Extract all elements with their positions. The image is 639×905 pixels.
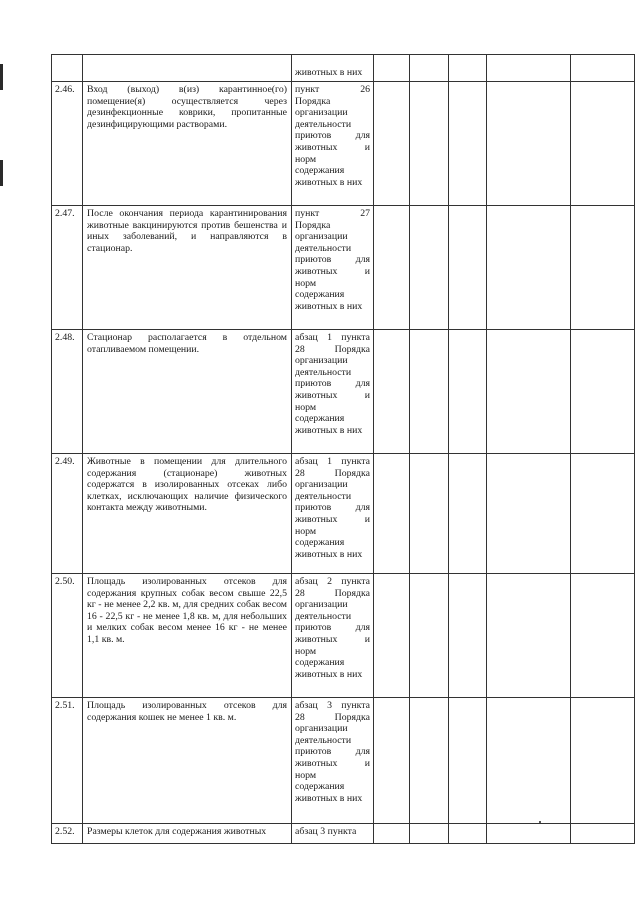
reference-line: приютов для [295,254,370,266]
reference-line: организации [295,355,348,367]
reference-line: организации [295,231,348,243]
notes-cell [487,698,571,824]
legal-reference [292,454,374,574]
reference-line: содержания [295,413,345,425]
extra-cell [571,55,635,82]
extra-cell [571,330,635,454]
reference-line: 28 Порядка [295,343,370,355]
answer-no-cell [410,698,449,824]
reference-line: деятельности [295,490,352,502]
reference-line: животных и [295,633,370,645]
number-cell [52,55,83,82]
reference-line: животных в них [295,548,363,560]
reference-line: деятельности [295,242,352,254]
notes-cell [487,82,571,206]
reference-line: приютов для [295,502,370,514]
item-number: 2.48. [52,330,83,454]
item-number: 2.49. [52,454,83,574]
extra-cell [571,206,635,330]
answer-na-cell [449,574,487,698]
reference-line: организации [295,723,348,735]
reference-line: деятельности [295,366,352,378]
item-number: 2.47. [52,206,83,330]
extra-cell [571,824,635,844]
notes-cell [487,574,571,698]
reference-line: норм [295,645,317,657]
notes-cell [487,55,571,82]
item-number: 2.51. [52,698,83,824]
reference-line: животных в них [295,792,363,804]
item-number: 2.50. [52,574,83,698]
legal-reference [292,698,374,824]
answer-na-cell [449,454,487,574]
extra-cell [571,454,635,574]
answer-na-cell [449,206,487,330]
notes-cell [487,454,571,574]
reference-line: деятельности [295,118,352,130]
table-row [52,574,635,698]
item-number: 2.52. [52,824,83,844]
checklist-table [51,54,635,844]
reference-line: 28 Порядка [295,711,370,723]
reference-line: приютов для [295,378,370,390]
legal-reference [292,824,374,844]
reference-line: животных в них [295,668,363,680]
reference-line: норм [295,277,317,289]
reference-line: абзац 1 пункта [295,332,370,343]
table-row [52,454,635,574]
table-row [52,82,635,206]
reference-line: содержания [295,165,345,177]
reference-line: норм [295,525,317,537]
answer-no-cell [410,82,449,206]
requirement-text: Животные в помещении для длительного содержания (стационаре) животных содержатся в изолированных отсеках либо клетках, исключающих наличие физического контакта между животными. [83,454,292,574]
reference-line: 28 Порядка [295,587,370,599]
scan-edge-mark [0,160,3,186]
answer-yes-cell [374,824,410,844]
answer-yes-cell [374,574,410,698]
answer-yes-cell [374,330,410,454]
answer-na-cell [449,824,487,844]
answer-no-cell [410,574,449,698]
scan-speck [539,821,541,823]
requirement-text: Размеры клеток для содержания животных [83,824,292,844]
requirement-cell [83,55,292,82]
reference-line: содержания [295,537,345,549]
answer-yes-cell [374,206,410,330]
reference-line: организации [295,107,348,119]
answer-no-cell [410,454,449,574]
reference-line: норм [295,769,317,781]
table-row [52,206,635,330]
table-row [52,55,635,82]
reference-line: животных и [295,757,370,769]
notes-cell [487,330,571,454]
reference-line: приютов для [295,746,370,758]
item-number: 2.46. [52,82,83,206]
reference-line: животных в них [295,176,363,188]
legal-reference [292,574,374,698]
reference-line: животных и [295,389,370,401]
reference-line: абзац 2 пункта [295,576,370,587]
answer-yes-cell [374,55,410,82]
reference-line: животных в них [295,300,363,312]
answer-no-cell [410,55,449,82]
answer-no-cell [410,824,449,844]
extra-cell [571,574,635,698]
requirement-text: Площадь изолированных отсеков для содержания кошек не менее 1 кв. м. [83,698,292,824]
answer-yes-cell [374,698,410,824]
reference-cell [292,55,374,82]
reference-line: организации [295,479,348,491]
reference-line: абзац 1 пункта [295,456,370,467]
reference-line: деятельности [295,610,352,622]
reference-line: пункт 27 [295,208,370,219]
reference-line: норм [295,401,317,413]
answer-na-cell [449,330,487,454]
reference-line: абзац 3 пункта [295,826,357,837]
requirement-text: Стационар располагается в отдельном отапливаемом помещении. [83,330,292,454]
extra-cell [571,82,635,206]
reference-line: животных и [295,265,370,277]
reference-line: животных в них [295,67,363,79]
reference-line: приютов для [295,622,370,634]
reference-line: норм [295,153,317,165]
notes-cell [487,206,571,330]
reference-line: 28 Порядка [295,467,370,479]
reference-line: животных в них [295,424,363,436]
requirement-text: Вход (выход) в(из) карантинное(го) помещение(я) осуществляется через дезинфекционные коврики, пропитанные дезинфицирующими растворами. [83,82,292,206]
answer-na-cell [449,55,487,82]
answer-yes-cell [374,454,410,574]
legal-reference [292,330,374,454]
reference-line: организации [295,599,348,611]
answer-no-cell [410,330,449,454]
table-row [52,330,635,454]
reference-line: пункт 26 [295,84,370,95]
scan-edge-mark [0,64,3,90]
table-row [52,698,635,824]
reference-line: животных и [295,141,370,153]
table-row [52,824,635,844]
requirement-text: Площадь изолированных отсеков для содержания крупных собак весом свыше 22,5 кг - не менее 2,2 кв. м, для средних собак весом 16 - 22,5 кг - не менее 1,8 кв. м, для небольших и мелких собак весом менее 16 кг - не менее 1,1 кв. м. [83,574,292,698]
legal-reference [292,206,374,330]
answer-no-cell [410,206,449,330]
reference-line: деятельности [295,734,352,746]
requirement-text: После окончания периода карантинирования животные вакцинируются против бешенства и иных заболеваний, и направляются в стационар. [83,206,292,330]
reference-line: Порядка [295,95,331,107]
extra-cell [571,698,635,824]
legal-reference [292,82,374,206]
answer-na-cell [449,698,487,824]
reference-line: приютов для [295,130,370,142]
reference-line: содержания [295,289,345,301]
reference-line: содержания [295,781,345,793]
reference-line: содержания [295,657,345,669]
answer-na-cell [449,82,487,206]
answer-yes-cell [374,82,410,206]
reference-line: абзац 3 пункта [295,700,370,711]
reference-line: животных и [295,513,370,525]
notes-cell [487,824,571,844]
reference-line: Порядка [295,219,331,231]
